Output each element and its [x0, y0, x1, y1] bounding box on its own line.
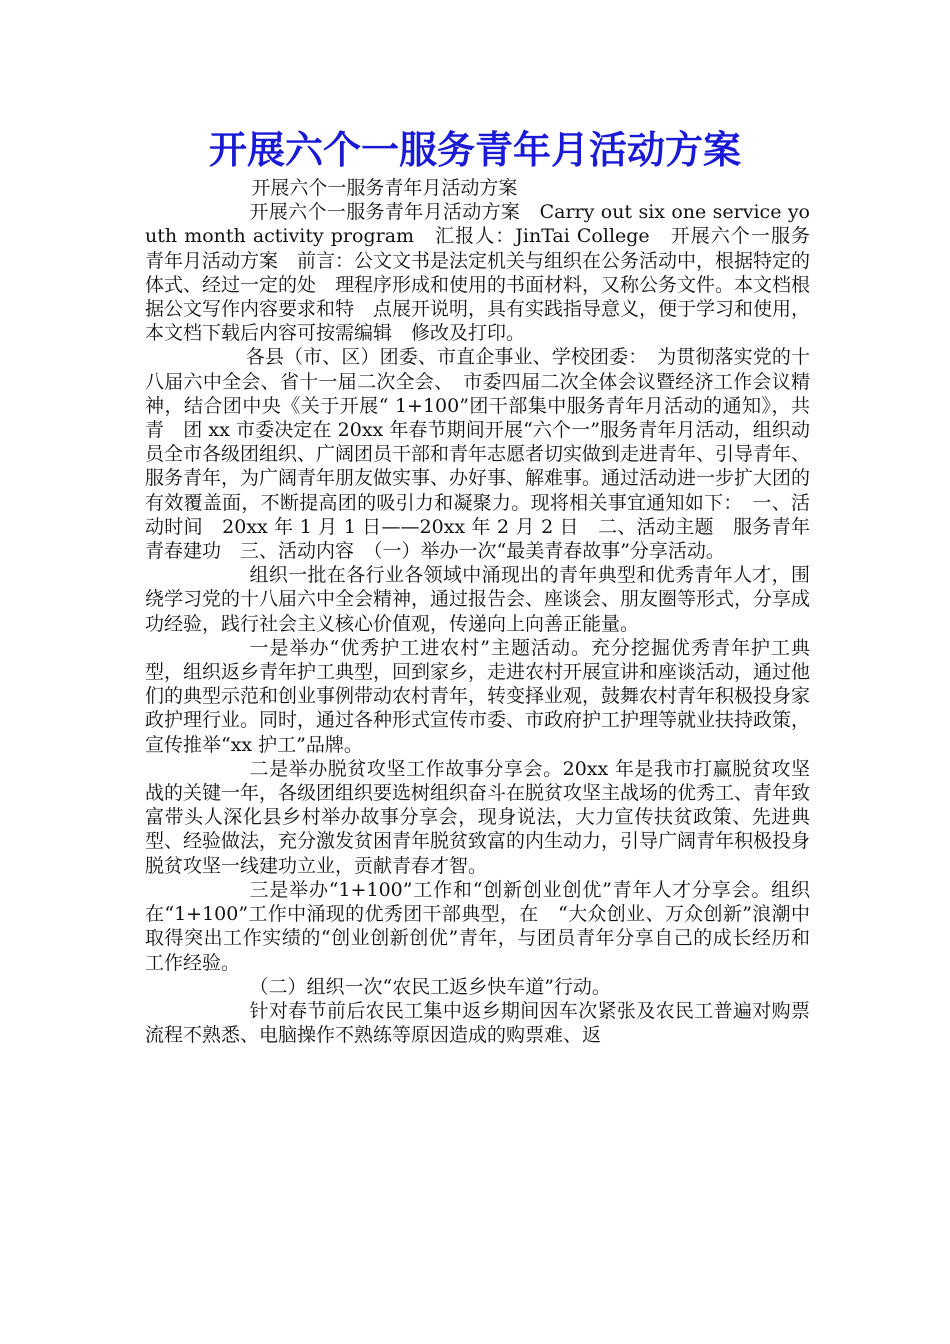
notice-paragraph: 各县（市、区）团委、市直企事业、学校团委： 为贯彻落实党的十八届六中全会、省十一届二次全会、 市委四届二次全体会议暨经济工作会议精神，结合团中央《关于开展“ 1+100”团干部集中服务青年月活动的通知》，共青 团 xx 市委决定在 20xx 年春节期间开展“六个一”服务青年月活动，组织动员全市各级团组织、广阔团员干部和青年志愿者切实做到走进青年、引导青年、服务青年，为广阔青年朋友做实事、办好事、解难事。通过活动进一步扩大团的有效覆盖面，不断提高团的吸引力和凝聚力。现将相关事宜通知如下： 一、活动时间 20xx 年 1 月 1 日——20xx 年 2 月 2 日 二、活动主题 服务青年青春建功 三、活动内容 （一）举办一次“最美青春故事”分享活动。 [145, 346, 811, 563]
activity-two-paragraph: 针对春节前后农民工集中返乡期间因车次紧张及农民工普遍对购票流程不熟悉、电脑操作不熟练等原因造成的购票难、返 [145, 999, 810, 1047]
item-two-paragraph: 二是举办脱贫攻坚工作故事分享会。20xx 年是我市打赢脱贫攻坚战的关键一年，各级团组织要选树组织奋斗在脱贫攻坚主战场的优秀工、青年致富带头人深化县乡村举办故事分享会，现身说法，大力宣传扶贫政策、先进典型、经验做法，充分激发贫困青年脱贫致富的内生动力，引导广阔青年积极投身脱贫攻坚一线建功立业，贡献青春才智。 [145, 757, 811, 877]
item-one-paragraph: 一是举办“优秀护工进农村”主题活动。充分挖掘优秀青年护工典型，组织返乡青年护工典型，回到家乡，走进农村开展宣讲和座谈活动，通过他们的典型示范和创业事例带动农村青年，转变择业观，鼓舞农村青年积极投身家政护理行业。同时，通过各种形式宣传市委、市政府护工护理等就业扶持政策，宣传推举“xx 护工”品牌。 [145, 636, 811, 756]
item-three-paragraph: 三是举办“1+100”工作和“创新创业创优”青年人才分享会。组织在“1+100”工作中涌现的优秀团干部典型，在 “大众创业、万众创新”浪潮中取得突出工作实绩的“创业创新创优”青年，与团员青年分享自己的成长经历和工作经验。 [145, 878, 810, 974]
subtitle-paragraph: 开展六个一服务青年月活动方案 [251, 177, 518, 199]
document-title: 开展六个一服务青年月活动方案 [208, 127, 741, 172]
activity-one-paragraph: 组织一批在各行业各领域中涌现出的青年典型和优秀青年人才，围绕学习党的十八届六中全会精神，通过报告会、座谈会、朋友圈等形式，分享成功经验，践行社会主义核心价值观，传递向上向善正能量。 [145, 564, 811, 635]
document-body [145, 176, 810, 1047]
preface-paragraph: 开展六个一服务青年月活动方案 Carry out six one service youth month activity program 汇报人：JinTai College 开展六个一服务青年月活动方案 前言：公文文书是法定机关与组织在公务活动中，根据特定的体式、经过一定的处 理程序形成和使用的书面材料，又称公务文件。本文档根据公文写作内容要求和特 点展开说明，具有实践指导意义，便于学习和使用，本文档下载后内容可按需编辑 修改及打印。 [145, 201, 811, 345]
section-heading-two: （二）组织一次“农民工返乡快车道”行动。 [249, 975, 611, 998]
